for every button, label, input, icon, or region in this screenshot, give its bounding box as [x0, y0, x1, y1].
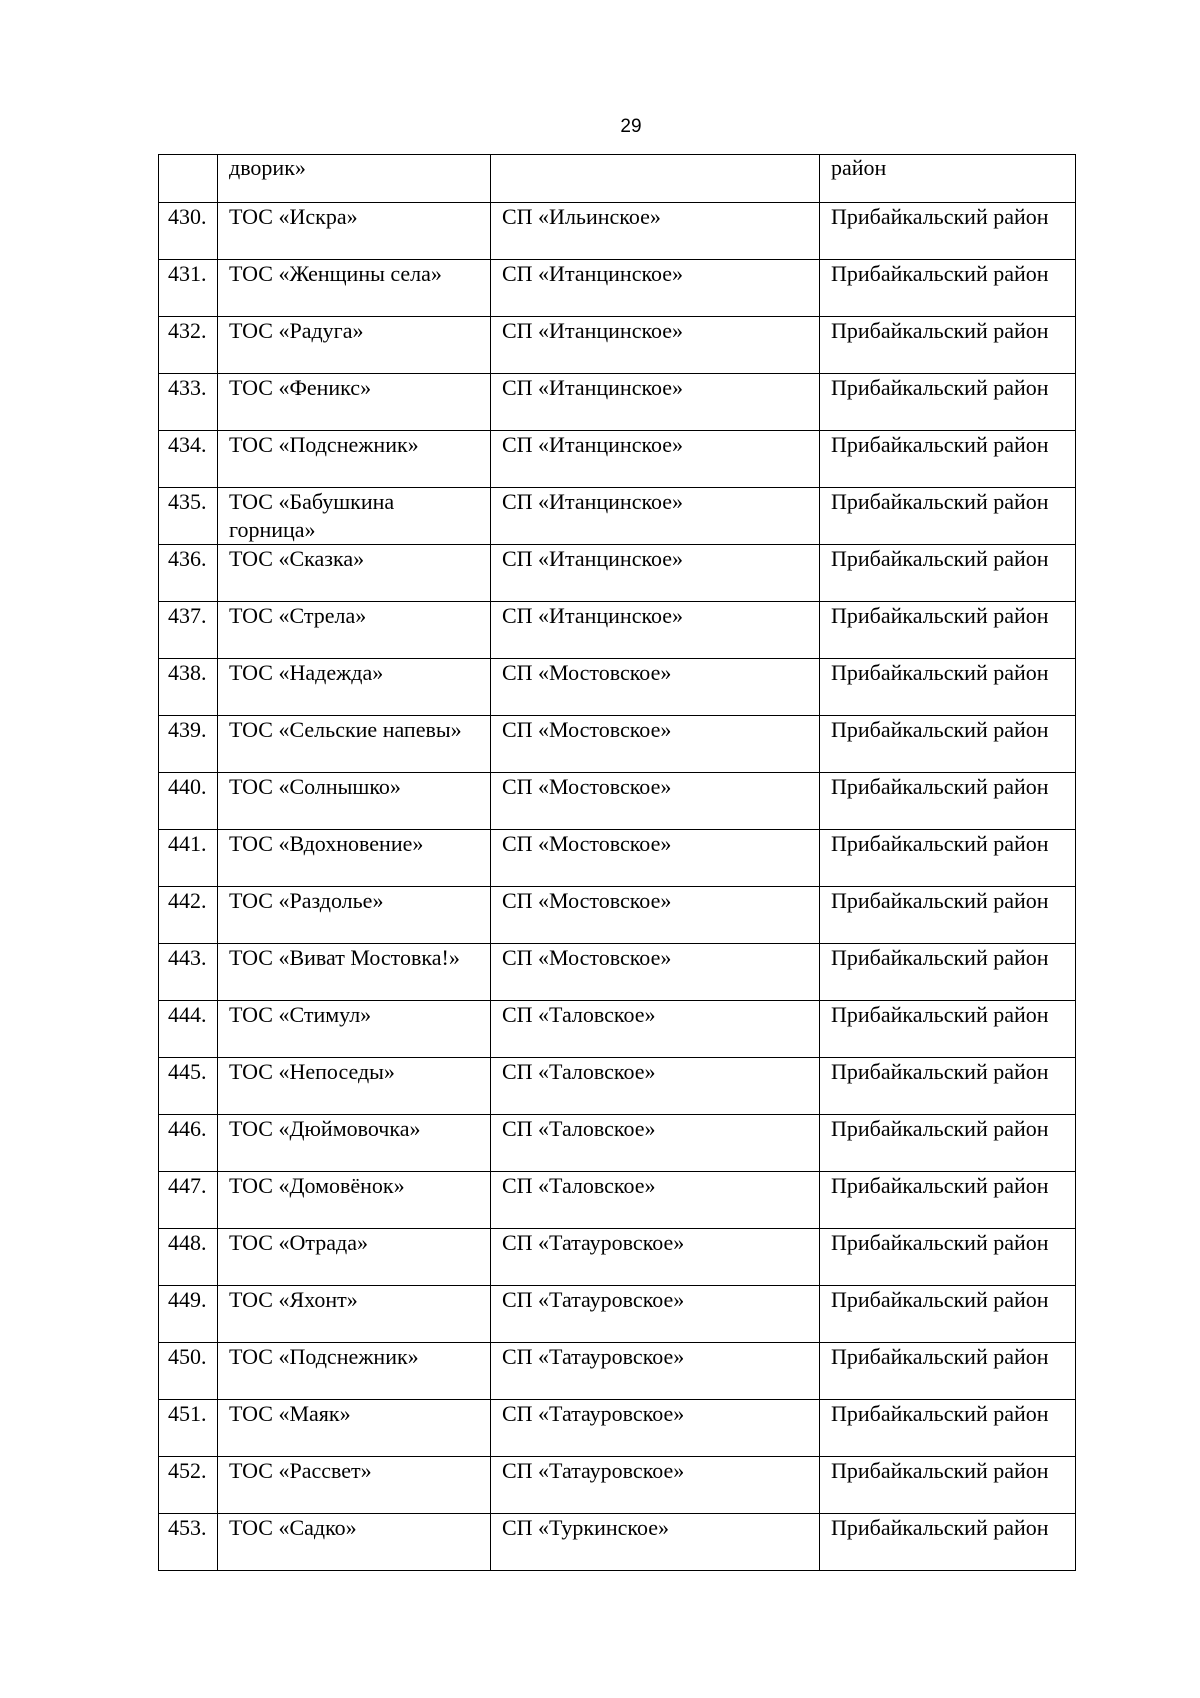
tos-name-cell: ТОС «Феникс» [218, 374, 491, 431]
settlement-cell: СП «Татауровское» [491, 1400, 820, 1457]
row-number-cell: 451. [159, 1400, 218, 1457]
tos-name-cell: ТОС «Непоседы» [218, 1058, 491, 1115]
settlement-cell: СП «Татауровское» [491, 1343, 820, 1400]
table-row [159, 1001, 1076, 1058]
table-row [159, 1400, 1076, 1457]
settlement-cell: СП «Итанцинское» [491, 545, 820, 602]
row-number-cell: 447. [159, 1172, 218, 1229]
settlement-cell: СП «Мостовское» [491, 830, 820, 887]
district-cell: Прибайкальский район [820, 944, 1076, 1001]
table-row [159, 716, 1076, 773]
tos-name-cell: ТОС «Домовёнок» [218, 1172, 491, 1229]
table-row [159, 602, 1076, 659]
district-cell: Прибайкальский район [820, 1343, 1076, 1400]
settlement-cell: СП «Таловское» [491, 1172, 820, 1229]
table-row [159, 830, 1076, 887]
district-cell: Прибайкальский район [820, 1058, 1076, 1115]
district-cell: Прибайкальский район [820, 203, 1076, 260]
row-number-cell: 448. [159, 1229, 218, 1286]
page-number: 29 [620, 116, 642, 137]
table-row [159, 317, 1076, 374]
settlement-cell: СП «Ильинское» [491, 203, 820, 260]
district-cell: Прибайкальский район [820, 1514, 1076, 1571]
row-number-cell: 452. [159, 1457, 218, 1514]
tos-name-cell: ТОС «Женщины села» [218, 260, 491, 317]
row-number-cell: 441. [159, 830, 218, 887]
tos-name-cell: ТОС «Отрада» [218, 1229, 491, 1286]
table-row [159, 773, 1076, 830]
settlement-cell: СП «Мостовское» [491, 887, 820, 944]
row-number-cell: 430. [159, 203, 218, 260]
tos-name-cell: дворик» [218, 155, 491, 203]
tos-name-cell: ТОС «Сельские напевы» [218, 716, 491, 773]
row-number-cell: 446. [159, 1115, 218, 1172]
district-cell: Прибайкальский район [820, 1286, 1076, 1343]
tos-name-cell: ТОС «Подснежник» [218, 1343, 491, 1400]
row-number-cell: 435. [159, 488, 218, 545]
tos-name-cell: ТОС «Надежда» [218, 659, 491, 716]
tos-name-cell: ТОС «Вдохновение» [218, 830, 491, 887]
table-body [159, 155, 1076, 1571]
district-cell: Прибайкальский район [820, 374, 1076, 431]
tos-name-cell: ТОС «Раздолье» [218, 887, 491, 944]
row-number-cell: 444. [159, 1001, 218, 1058]
settlement-cell: СП «Итанцинское» [491, 317, 820, 374]
district-cell: Прибайкальский район [820, 260, 1076, 317]
district-cell: Прибайкальский район [820, 431, 1076, 488]
table-row [159, 1058, 1076, 1115]
district-cell: Прибайкальский район [820, 1457, 1076, 1514]
district-cell: Прибайкальский район [820, 716, 1076, 773]
tos-name-cell: ТОС «Садко» [218, 1514, 491, 1571]
settlement-cell: СП «Татауровское» [491, 1229, 820, 1286]
table-row [159, 260, 1076, 317]
row-number-cell [159, 155, 218, 203]
row-number-cell: 440. [159, 773, 218, 830]
tos-name-cell: ТОС «Сказка» [218, 545, 491, 602]
tos-name-cell: ТОС «Яхонт» [218, 1286, 491, 1343]
tos-name-cell: ТОС «Радуга» [218, 317, 491, 374]
district-cell: Прибайкальский район [820, 317, 1076, 374]
row-number-cell: 443. [159, 944, 218, 1001]
settlement-cell: СП «Таловское» [491, 1058, 820, 1115]
table-row [159, 1229, 1076, 1286]
tos-name-cell: ТОС «Искра» [218, 203, 491, 260]
row-number-cell: 453. [159, 1514, 218, 1571]
settlement-cell: СП «Мостовское» [491, 944, 820, 1001]
settlement-cell: СП «Итанцинское» [491, 374, 820, 431]
settlement-cell: СП «Итанцинское» [491, 260, 820, 317]
tos-name-cell: ТОС «Подснежник» [218, 431, 491, 488]
settlement-cell: СП «Таловское» [491, 1001, 820, 1058]
district-cell: Прибайкальский район [820, 1229, 1076, 1286]
tos-name-cell: ТОС «Дюймовочка» [218, 1115, 491, 1172]
table-row [159, 887, 1076, 944]
district-cell: Прибайкальский район [820, 488, 1076, 545]
table-row-continuation [159, 155, 1076, 203]
row-number-cell: 432. [159, 317, 218, 374]
table-row [159, 488, 1076, 545]
district-cell: Прибайкальский район [820, 545, 1076, 602]
table-row [159, 659, 1076, 716]
table-row [159, 374, 1076, 431]
tos-name-cell: ТОС «Стимул» [218, 1001, 491, 1058]
settlement-cell: СП «Татауровское» [491, 1286, 820, 1343]
district-cell: Прибайкальский район [820, 830, 1076, 887]
tos-name-cell: ТОС «Бабушкина горница» [218, 488, 491, 545]
row-number-cell: 450. [159, 1343, 218, 1400]
row-number-cell: 438. [159, 659, 218, 716]
table-row [159, 1457, 1076, 1514]
table-row [159, 203, 1076, 260]
row-number-cell: 439. [159, 716, 218, 773]
settlement-cell: СП «Мостовское» [491, 659, 820, 716]
settlement-cell: СП «Мостовское» [491, 773, 820, 830]
district-cell: район [820, 155, 1076, 203]
table-row [159, 1172, 1076, 1229]
tos-name-cell: ТОС «Стрела» [218, 602, 491, 659]
district-cell: Прибайкальский район [820, 1172, 1076, 1229]
district-cell: Прибайкальский район [820, 773, 1076, 830]
settlement-cell: СП «Татауровское» [491, 1457, 820, 1514]
table-row [159, 545, 1076, 602]
settlement-cell: СП «Итанцинское» [491, 488, 820, 545]
row-number-cell: 433. [159, 374, 218, 431]
tos-name-cell: ТОС «Солнышко» [218, 773, 491, 830]
district-cell: Прибайкальский район [820, 1115, 1076, 1172]
row-number-cell: 436. [159, 545, 218, 602]
row-number-cell: 445. [159, 1058, 218, 1115]
row-number-cell: 437. [159, 602, 218, 659]
table-row [159, 1286, 1076, 1343]
tos-name-cell: ТОС «Виват Мостовка!» [218, 944, 491, 1001]
tos-name-cell: ТОС «Рассвет» [218, 1457, 491, 1514]
tos-registry-table [158, 154, 1076, 1571]
district-cell: Прибайкальский район [820, 1001, 1076, 1058]
district-cell: Прибайкальский район [820, 1400, 1076, 1457]
table-row [159, 431, 1076, 488]
row-number-cell: 449. [159, 1286, 218, 1343]
table-row [159, 944, 1076, 1001]
row-number-cell: 431. [159, 260, 218, 317]
settlement-cell: СП «Таловское» [491, 1115, 820, 1172]
settlement-cell: СП «Итанцинское» [491, 431, 820, 488]
district-cell: Прибайкальский район [820, 659, 1076, 716]
district-cell: Прибайкальский район [820, 602, 1076, 659]
settlement-cell: СП «Туркинское» [491, 1514, 820, 1571]
table-row [159, 1115, 1076, 1172]
settlement-cell: СП «Мостовское» [491, 716, 820, 773]
table-row [159, 1514, 1076, 1571]
row-number-cell: 442. [159, 887, 218, 944]
settlement-cell: СП «Итанцинское» [491, 602, 820, 659]
district-cell: Прибайкальский район [820, 887, 1076, 944]
tos-name-cell: ТОС «Маяк» [218, 1400, 491, 1457]
row-number-cell: 434. [159, 431, 218, 488]
settlement-cell [491, 155, 820, 203]
table-row [159, 1343, 1076, 1400]
